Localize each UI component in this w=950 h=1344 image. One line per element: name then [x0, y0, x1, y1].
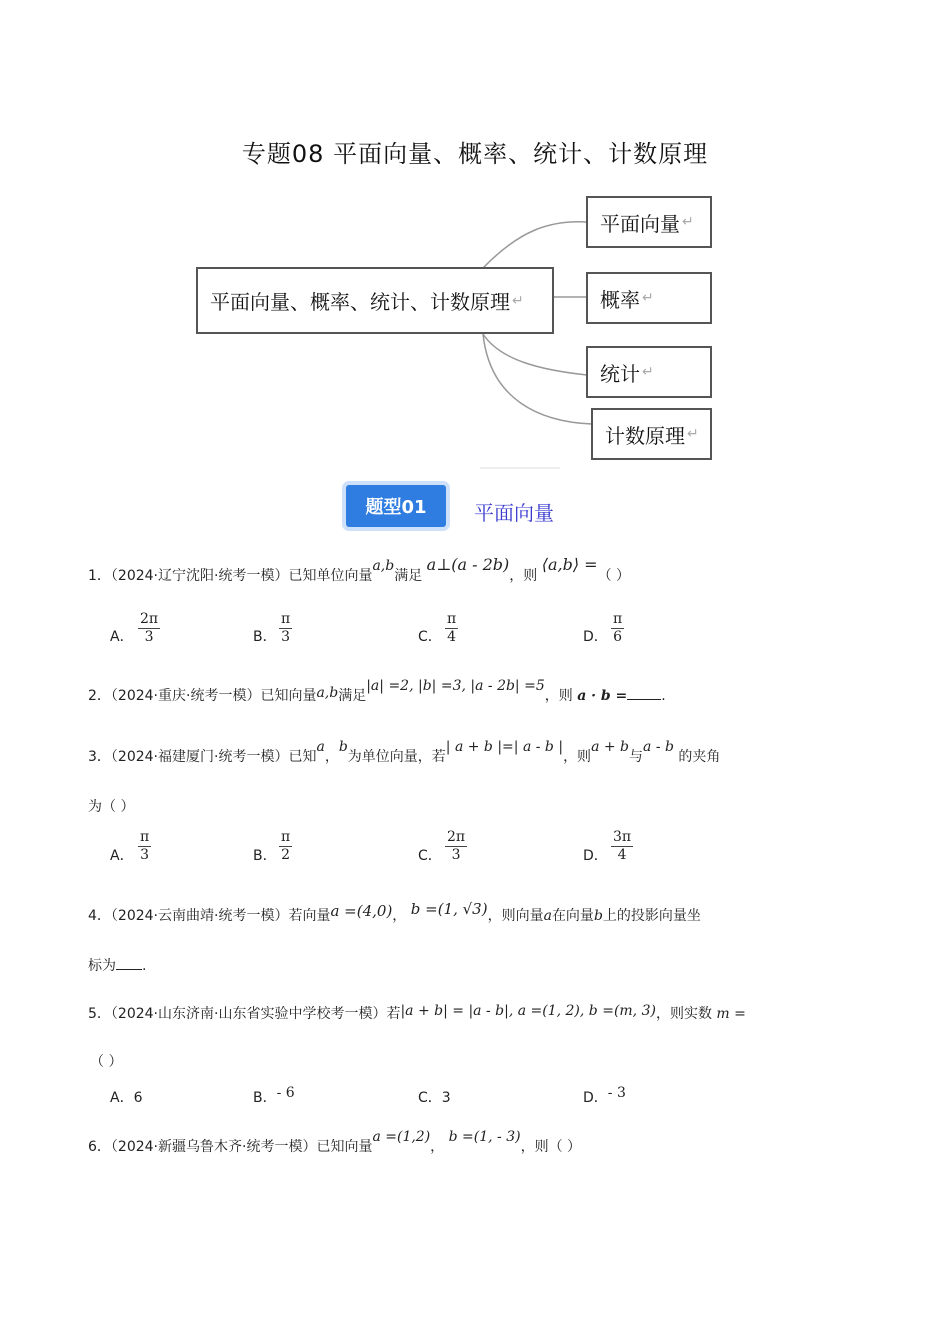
- fraction-denominator: 3: [140, 847, 150, 863]
- fraction-denominator: 3: [281, 629, 291, 645]
- return-mark-icon: ↵: [642, 364, 654, 380]
- math-expression: |a| =2, |b| =3, |a - 2b| =5: [366, 678, 545, 694]
- fraction-numerator: 2π: [447, 829, 466, 845]
- option-label: A．: [110, 848, 134, 864]
- question-text: .: [142, 958, 147, 974]
- option-label: C．: [418, 848, 442, 864]
- option-item: [583, 1087, 626, 1107]
- mind-map-branch-label: 平面向量: [600, 211, 680, 236]
- page-title: 专题08 平面向量、概率、统计、计数原理: [241, 140, 709, 168]
- math-expression: a =(1,2): [372, 1129, 431, 1145]
- question-number: 4．: [88, 908, 111, 924]
- question-text: ，则实数: [655, 1006, 712, 1022]
- mind-map-branch-label: 计数原理: [605, 423, 685, 448]
- option-fraction: [445, 829, 467, 864]
- question-4-line-2: [88, 955, 146, 975]
- question-5: [88, 1003, 746, 1023]
- question-text: ，则: [509, 568, 538, 584]
- question-1: [88, 555, 631, 585]
- question-5-line-2: （ ）: [90, 1054, 123, 1070]
- option-fraction: [279, 829, 292, 864]
- fraction-numerator: 3π: [613, 829, 632, 845]
- question-text: （2024·新疆乌鲁木齐·统考一模）已知向量: [110, 1139, 373, 1155]
- math-expression: a⊥(a - 2b): [426, 555, 510, 574]
- math-expression: a,b: [316, 685, 339, 701]
- option-item: [253, 1087, 295, 1107]
- question-text: 在向量: [551, 908, 594, 924]
- question-text: ，则（ ）: [520, 1139, 582, 1155]
- option-label: B．: [253, 629, 277, 645]
- option-fraction: [138, 611, 160, 646]
- fraction-denominator: 3: [144, 629, 154, 645]
- mind-map-branch: [586, 196, 712, 248]
- question-text: （2024·福建厦门·统考一模）已知: [110, 749, 317, 765]
- option-label: D．: [583, 1090, 608, 1106]
- return-mark-icon: ↵: [682, 214, 694, 230]
- question-number: 5．: [88, 1006, 111, 1022]
- question-3: [88, 739, 721, 766]
- mind-map-branch: [586, 346, 712, 398]
- question-6: [88, 1129, 582, 1156]
- question-text: （2024·山东济南·山东省实验中学校考一模）若: [110, 1006, 401, 1022]
- option-label: B．: [253, 1090, 277, 1106]
- option-label: C．: [418, 629, 442, 645]
- mind-map-branch-label: 统计: [600, 361, 640, 386]
- question-text: 满足: [338, 688, 367, 704]
- math-expression: a =(4,0): [330, 902, 393, 920]
- math-expression: a,b: [372, 558, 395, 574]
- answer-blank: [116, 957, 142, 970]
- option-fraction: [611, 829, 633, 864]
- fraction-numerator: 2π: [140, 611, 159, 627]
- math-expression: ⟨a,b⟩ =: [541, 555, 598, 574]
- answer-paren: （ ）: [597, 568, 631, 584]
- option-value: 3: [441, 1090, 451, 1106]
- fraction-numerator: π: [281, 611, 291, 627]
- return-mark-icon: ↵: [512, 292, 524, 309]
- question-2: [88, 678, 666, 705]
- mind-map-branch: [586, 272, 712, 324]
- section-title: 平面向量: [474, 501, 554, 525]
- math-expression: b: [593, 908, 603, 924]
- question-4: [88, 900, 701, 925]
- question-text: 为单位向量，若: [347, 749, 446, 765]
- math-expression: a: [543, 908, 552, 924]
- question-3-line-2: 为（ ）: [88, 799, 135, 815]
- fraction-denominator: 2: [281, 847, 291, 863]
- question-text: （2024·辽宁沈阳·统考一模）已知单位向量: [110, 568, 373, 584]
- section-badge: 题型01: [346, 485, 446, 527]
- mind-map-root-label: 平面向量、概率、统计、计数原理: [210, 290, 510, 314]
- return-mark-icon: ↵: [687, 426, 699, 442]
- fraction-numerator: π: [613, 611, 623, 627]
- option-fraction: [611, 611, 624, 646]
- mind-map: [190, 190, 730, 470]
- question-number: 1．: [88, 568, 111, 584]
- math-expression: a · b =: [577, 688, 628, 704]
- answer-blank: [627, 687, 661, 700]
- option-label: A．: [110, 629, 134, 645]
- option-label: B．: [253, 848, 277, 864]
- question-number: 6．: [88, 1139, 111, 1155]
- option-item: [110, 1087, 143, 1107]
- return-mark-icon: ↵: [642, 290, 654, 306]
- mind-map-branch: [591, 408, 712, 460]
- math-expression: |a + b| = |a - b|, a =(1, 2), b =(m, 3): [400, 1003, 656, 1019]
- fraction-numerator: π: [140, 829, 150, 845]
- question-text: 与: [629, 749, 644, 765]
- question-text: 的夹角: [678, 749, 721, 765]
- math-expression: a: [316, 739, 325, 755]
- option-label: C．: [418, 1090, 442, 1106]
- question-text: ，则向量: [487, 908, 544, 924]
- fraction-denominator: 3: [451, 847, 461, 863]
- fraction-numerator: π: [447, 611, 457, 627]
- question-text: 满足: [394, 568, 423, 584]
- fraction-denominator: 4: [447, 629, 457, 645]
- option-label: D．: [583, 629, 608, 645]
- mind-map-root: [196, 267, 554, 334]
- option-item: [418, 1087, 451, 1107]
- question-text: ，: [392, 908, 407, 924]
- math-expression: a - b: [643, 739, 674, 755]
- math-expression: a + b: [591, 739, 630, 755]
- option-value: - 3: [607, 1085, 626, 1101]
- math-expression: b: [338, 739, 348, 755]
- question-text: .: [661, 688, 666, 704]
- option-label: D．: [583, 848, 608, 864]
- question-text: 标为: [88, 958, 116, 974]
- fraction-denominator: 4: [617, 847, 627, 863]
- question-text: ，则: [563, 749, 592, 765]
- option-label: A．: [110, 1090, 134, 1106]
- question-text: ，则: [544, 688, 573, 704]
- question-text: 上的投影向量坐: [602, 908, 701, 924]
- question-text: ，: [430, 1139, 445, 1155]
- question-text: （2024·云南曲靖·统考一模）若向量: [110, 908, 331, 924]
- fraction-denominator: 6: [613, 629, 623, 645]
- option-fraction: [279, 611, 292, 646]
- question-number: 2．: [88, 688, 111, 704]
- option-value: 6: [133, 1090, 143, 1106]
- option-fraction: [138, 829, 151, 864]
- fraction-numerator: π: [281, 829, 291, 845]
- option-value: - 6: [276, 1085, 295, 1101]
- math-expression: | a + b |=| a - b |: [445, 739, 564, 755]
- question-text: （2024·重庆·统考一模）已知向量: [110, 688, 317, 704]
- option-fraction: [445, 611, 458, 646]
- math-expression: b =(1, √3): [410, 900, 488, 918]
- question-text: ，: [324, 749, 339, 765]
- math-expression: m =: [716, 1006, 746, 1022]
- mind-map-branch-label: 概率: [600, 287, 640, 312]
- question-number: 3．: [88, 749, 111, 765]
- math-expression: b =(1, - 3): [448, 1129, 521, 1145]
